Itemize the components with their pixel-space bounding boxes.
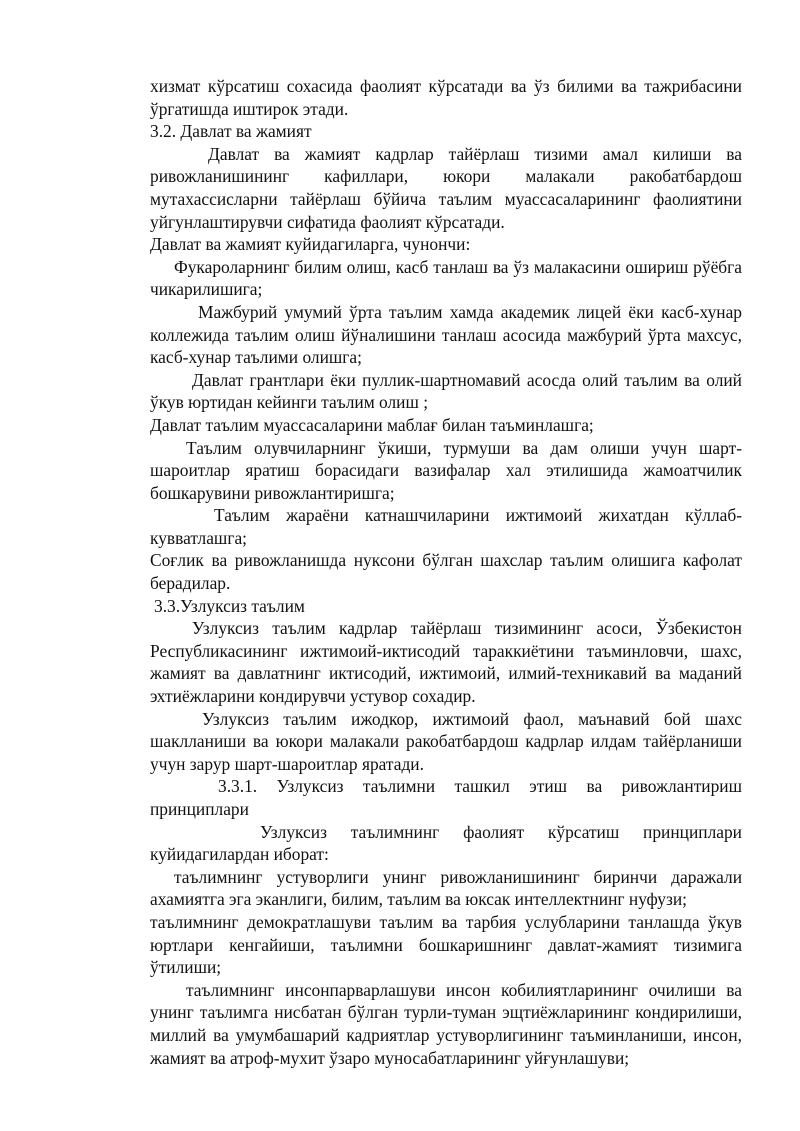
paragraph-continuous-education: Узлуксиз таълим кадрлар тайёрлаш тизимининг асоси, Ўзбекистон Республикасининг ижтимоий-иктисодий тараккиётини таъминловчи, шахс, жамият ва давлатнинг иктисодий, ижтимоий, илмий-техникавий ва маданий эхтиёжларини кондирувчи устувор сохадир. — [150, 618, 742, 707]
list-item-conditions: Таълим олувчиларнинг ўкиши, турмуши ва дам олиши учун шарт-шароитлар яратиш борасидаги вазифалар хал этилишида жамоатчилик бошкарувини ривожлантиришга; — [150, 437, 742, 503]
section-heading-3-2: 3.2. Давлат ва жамият — [150, 121, 312, 142]
list-item-funding: Давлат таълим муассасаларини маблағ билан таъминлашга; — [150, 414, 594, 435]
paragraph-state-society: Давлат ва жамият кадрлар тайёрлаш тизими амал килиши ва ривожланишининг кафиллари, юкори малакали ракобатбардош мутахассисларни тайёрлаш бўйича таълим муассасаларининг фаолиятини уйгунлаштирувчи сифатида фаолият кўрсатади. — [150, 143, 742, 232]
paragraph-list-intro: Давлат ва жамият куйидагиларга, чунончи: — [150, 234, 471, 255]
principle-priority: таълимнинг устуворлиги унинг ривожланишининг биринчи даражали ахамиятга эга эканлиги, билим, таълим ва юксак интеллектнинг нуфузи; — [150, 866, 742, 910]
list-item-citizens: Фукароларнинг билим олиш, касб танлаш ва ўз малакасини ошириш рўёбга чикарилишига; — [150, 256, 742, 300]
principle-humanization: таълимнинг инсонпарварлашуви инсон кобилиятларининг очилиши ва унинг таълимга нисбатан бўлган турли-туман эщтиёжларининг кондирилиши, миллий ва умумбашарий кадриятлар устуворлигининг таъминланиши, инсон, жамият ва атроф-мухит ўзаро муносабатларининг уйғунлашуви; — [150, 979, 742, 1068]
list-item-grants: Давлат грантлари ёки пуллик-шартномавий асосда олий таълим ва олий ўкув юртидан кейинги таълим олиш ; — [150, 369, 742, 413]
list-item-health: Соғлик ва ривожланишда нуксони бўлган шахслар таълим олишига кафолат берадилар. — [150, 550, 742, 594]
principle-democratization: таълимнинг демократлашуви таълим ва тарбия услубларини танлашда ўкув юртлари кенгайиши, таълимни бошкаришнинг давлат-жамият тизимига ўтилиши; — [150, 911, 742, 978]
section-heading-3-3: 3.3.Узлуксиз таълим — [154, 595, 305, 616]
list-item-mandatory-education: Мажбурий умумий ўрта таълим хамда академик лицей ёки касб-хунар коллежида таълим олиш йўналишини танлаш асосида мажбурий ўрта махсус, касб-хунар таълими олишга; — [150, 301, 742, 368]
document-page — [150, 75, 742, 1069]
list-item-social-support: Таълим жараёни катнашчиларини ижтимоий жихатдан кўллаб-кувватлашга; — [150, 505, 742, 548]
paragraph-intro: хизмат кўрсатиш сохасида фаолият кўрсатади ва ўз билими ва тажрибасини ўргатишда иштирок этади. — [150, 76, 742, 119]
paragraph-principles-intro: Узлуксиз таълимнинг фаолият кўрсатиш принциплари куйидагилардан иборат: — [150, 821, 742, 865]
section-heading-3-3-1: 3.3.1. Узлуксиз таълимни ташкил этиш ва ривожлантириш принциплари — [150, 776, 742, 819]
paragraph-continuous-education-2: Узлуксиз таълим ижодкор, ижтимоий фаол, маънавий бой шахс шаклланиши ва юкори малакали ракобатбардош кадрлар илдам тайёрланиши учун зарур шарт-шароитлар яратади. — [150, 708, 742, 774]
